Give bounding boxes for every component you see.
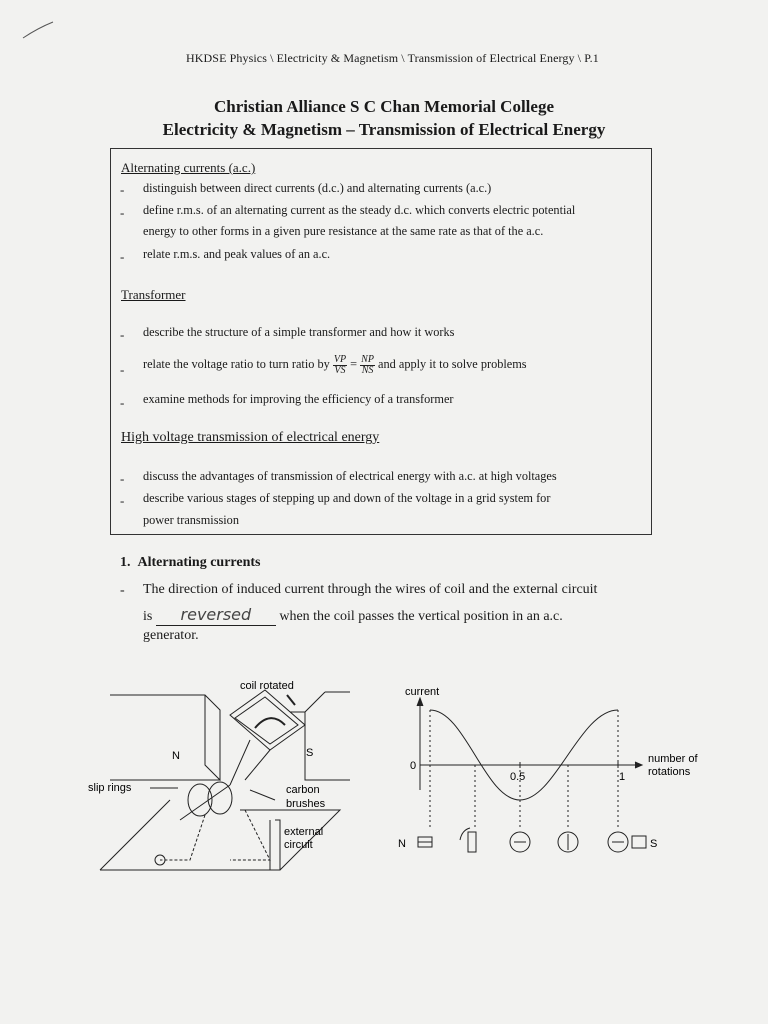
- ratio-text-before: relate the voltage ratio to turn ratio by: [143, 357, 330, 371]
- pen-mark: [20, 14, 60, 42]
- topic-title: Electricity & Magnetism – Transmission of Electrical Energy: [162, 120, 606, 139]
- list-item: discuss the advantages of transmission of electrical energy with a.c. at high voltages: [143, 469, 557, 483]
- current-graph: [390, 680, 720, 870]
- handwritten-answer: reversed: [180, 605, 252, 624]
- section-1-heading: [120, 555, 261, 571]
- magnet-n-label: N: [172, 750, 180, 762]
- section-title: Alternating currents: [137, 555, 261, 570]
- pole-s-label: S: [650, 838, 658, 850]
- transformer-items: [0, 322, 768, 412]
- dash: -: [120, 493, 125, 508]
- list-item: power transmission: [143, 513, 239, 527]
- magnet-s-label: S: [306, 747, 314, 759]
- frac-den: VS: [334, 364, 346, 376]
- transformer-heading: Transformer: [121, 287, 186, 302]
- circuit-label: circuit: [284, 839, 313, 851]
- magnet-s: [290, 692, 350, 780]
- ac-generator-diagram: [80, 670, 370, 890]
- x-axis-label-2: rotations: [648, 766, 691, 778]
- section-1-line3: generator.: [143, 628, 199, 643]
- list-item: relate r.m.s. and peak values of an a.c.: [143, 247, 331, 261]
- section-1-line2: [143, 605, 643, 626]
- coil-position-icon: [468, 832, 476, 852]
- hv-items: [0, 466, 768, 536]
- dash: -: [120, 205, 125, 220]
- page-header: HKDSE Physics \ Electricity & Magnetism \ Transmission of Electrical Energy \ P.1: [186, 51, 599, 65]
- ac-items: [0, 178, 768, 268]
- dash: -: [120, 182, 125, 197]
- answer-blank: [156, 605, 276, 626]
- school-title: Christian Alliance S C Chan Memorial College: [214, 97, 554, 116]
- dash: -: [120, 583, 125, 598]
- dash: -: [120, 249, 125, 264]
- frac-den: NS: [361, 364, 374, 376]
- external-label: external: [284, 826, 324, 838]
- slip-rings-label: slip rings: [88, 782, 132, 794]
- turns-fraction: [360, 355, 375, 376]
- x-axis-label-1: number of: [648, 753, 698, 765]
- list-item: describe various stages of stepping up and down of the voltage in a grid system for: [143, 491, 551, 505]
- is-word: is: [143, 609, 153, 624]
- tick-label-one: 1: [619, 771, 626, 783]
- carbon-label: carbon: [286, 784, 320, 796]
- coil-rotated-label: coil rotated: [240, 680, 294, 692]
- voltage-fraction: [333, 355, 347, 376]
- dash: -: [120, 362, 125, 377]
- brushes-label: brushes: [286, 798, 326, 810]
- pole-n-label: N: [398, 838, 406, 850]
- hv-heading: High voltage transmission of electrical energy: [121, 430, 380, 445]
- list-item: describe the structure of a simple transformer and how it works: [143, 325, 455, 339]
- magnet-n-top: [110, 695, 220, 780]
- current-curve: [430, 710, 618, 800]
- dash: -: [120, 471, 125, 486]
- y-axis-label: current: [405, 686, 440, 698]
- list-item: examine methods for improving the efficiency of a transformer: [143, 392, 454, 406]
- list-item: distinguish between direct currents (d.c.) and alternating currents (a.c.): [143, 181, 492, 195]
- ratio-text-after: and apply it to solve problems: [378, 357, 527, 371]
- list-item: define r.m.s. of an alternating current as the steady d.c. which converts electric potential: [143, 203, 576, 217]
- frac-num: VP: [333, 353, 347, 365]
- dash: -: [120, 395, 125, 410]
- zero-label: 0: [410, 760, 417, 772]
- ac-heading: Alternating currents (a.c.): [121, 160, 256, 175]
- section-number: 1.: [120, 555, 131, 570]
- tick-label-half: 0.5: [510, 771, 526, 783]
- dash: -: [120, 327, 125, 342]
- section-1-line1: The direction of induced current through the wires of coil and the external circuit: [143, 582, 598, 597]
- list-item-ratio: [143, 354, 527, 376]
- list-item: energy to other forms in a given pure resistance at the same rate as that of the a.c.: [143, 224, 544, 238]
- equals-sign: =: [350, 357, 358, 371]
- frac-num: NP: [361, 353, 374, 365]
- line2-text: when the coil passes the vertical position in an a.c.: [279, 609, 563, 624]
